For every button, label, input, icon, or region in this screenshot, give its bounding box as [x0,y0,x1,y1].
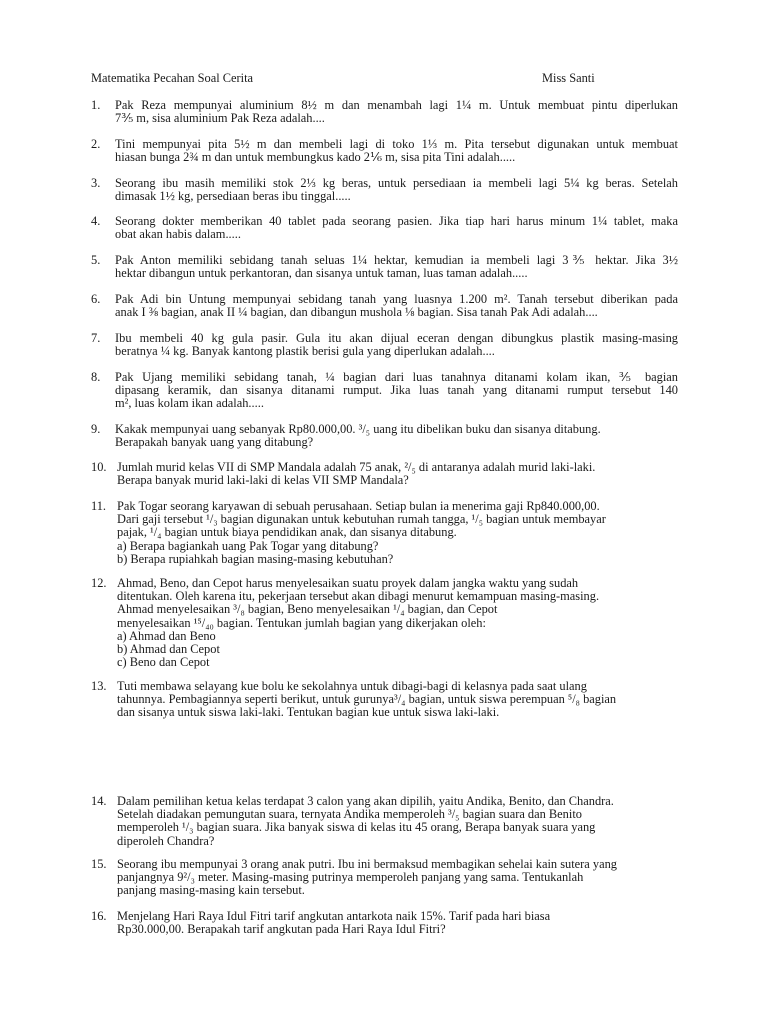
question-line: obat akan habis dalam..... [115,227,241,242]
question-line: dan sisanya untuk siswa laki-laki. Tentukan bagian kue untuk siswa laki-laki. [117,705,500,720]
question-number: 8. [91,370,101,384]
question-number: 2. [91,137,101,151]
question-line: panjang masing-masing kain tersebut. [117,883,305,898]
question-text [115,293,678,319]
question-number: 6. [91,292,101,306]
question-text [115,177,678,203]
question-item [91,577,678,669]
question-text [115,371,678,411]
question-line: pajak, ¹/₄ bagian untuk biaya pendidikan anak, dan sisanya ditabung. [117,525,457,540]
question-line: ditentukan. Oleh karena itu, pekerjaan tersebut akan dibagi menurut kemampuan masing-masing. [117,589,600,604]
question-item [91,254,678,280]
question-text [117,577,678,669]
question-item [91,293,678,319]
question-line: diperoleh Chandra? [117,833,215,848]
question-number: 15. [91,857,107,871]
question-number: 12. [91,576,107,590]
question-line: Kakak mempunyai uang sebanyak Rp80.000,00. ³/₅ uang itu dibelikan buku dan sisanya ditabung. [115,422,601,436]
question-line: Rp30.000,00. Berapakah tarif angkutan pada Hari Raya Idul Fitri? [117,922,446,937]
question-item [91,680,678,720]
question-line: m², luas kolam ikan adalah..... [115,396,264,411]
question-text [115,332,678,358]
question-number: 3. [91,176,101,190]
question-number: 9. [91,422,101,436]
question-item [91,461,678,487]
question-line: tahunnya. Pembagiannya seperti berikut, untuk gurunya³/₄ bagian, untuk siswa perempuan ⁵/₈ bagian [117,692,617,707]
question-line: a) Berapa bagiankah uang Pak Togar yang ditabung? [117,538,379,553]
question-line: hiasan bunga 2¾ m dan untuk membungkus kado 2⅙ m, sisa pita Tini adalah..... [115,150,516,165]
question-text [117,910,678,936]
question-line: Menjelang Hari Raya Idul Fitri tarif angkutan antarkota naik 15%. Tarif pada hari biasa [117,909,551,923]
question-line: Dalam pemilihan ketua kelas terdapat 3 calon yang akan dipilih, yaitu Andika, Benito, dan Chandra. [117,794,614,808]
question-number: 11. [91,499,107,513]
question-line: c) Beno dan Cepot [117,655,210,670]
question-text [117,795,678,848]
question-item [91,795,678,848]
question-line: Tini mempunyai pita 5½ m dan membeli lagi di toko 1⅓ m. Pita tersebut digunakan untuk membuat [115,137,678,151]
question-line: Seorang ibu mempunyai 3 orang anak putri. Ibu ini bermaksud membagikan sehelai kain sutera yang [117,857,617,871]
question-number: 10. [91,460,107,474]
question-text [117,680,678,720]
question-item [91,138,678,164]
question-line: memperoleh ¹/₃ bagian suara. Jika banyak siswa di kelas itu 45 orang, Berapa banyak suara yang [117,820,596,835]
question-text [115,215,678,241]
question-item [91,910,678,936]
question-text [115,423,678,449]
question-line: dipasang keramik, dan sisanya ditanami rumput. Jika luas tanah yang ditanami rumput tersebut 140 [115,383,678,398]
question-number: 14. [91,794,107,808]
question-line: b) Ahmad dan Cepot [117,642,220,657]
question-item [91,332,678,358]
question-number: 1. [91,98,101,112]
worksheet-title: Matematika Pecahan Soal Cerita [91,71,254,85]
question-item [91,371,678,411]
question-line: Seorang ibu masih memiliki stok 2⅓ kg beras, untuk persediaan ia membeli lagi 5¼ kg beras. Setelah [115,176,678,190]
question-line: 7⅗ m, sisa aluminium Pak Reza adalah.... [115,111,325,126]
question-line: Berapa banyak murid laki-laki di kelas VII SMP Mandala? [117,473,409,488]
question-line: Pak Anton memiliki sebidang tanah seluas 1¼ hektar, kemudian ia membeli lagi 3⅗ hektar. Jika 3½ [115,253,678,267]
question-line: beratnya ¼ kg. Banyak kantong plastik berisi gula yang diperlukan adalah.... [115,344,495,359]
question-line: menyelesaikan ¹⁵/₄₀ bagian. Tentukan jumlah bagian yang dikerjakan oleh: [117,615,486,630]
question-line: hektar dibangun untuk perkantoran, dan sisanya untuk taman, luas taman adalah..... [115,266,528,281]
question-line: Ahmad menyelesaikan ³/₈ bagian, Beno menyelesaikan ¹/₄ bagian, dan Cepot [117,602,498,617]
question-line: Ahmad, Beno, dan Cepot harus menyelesaikan suatu proyek dalam jangka waktu yang sudah [117,576,579,590]
question-line: b) Berapa rupiahkah bagian masing-masing kebutuhan? [117,551,394,566]
question-line: Pak Togar seorang karyawan di sebuah perusahaan. Setiap bulan ia menerima gaji Rp840.000,00. [117,499,600,513]
question-item [91,423,678,449]
question-line: Tuti membawa selayang kue bolu ke sekolahnya untuk dibagi-bagi di kelasnya pada saat ulang [117,679,587,693]
question-line: Pak Reza mempunyai aluminium 8½ m dan menambah lagi 1¼ m. Untuk membuat pintu diperlukan [115,98,678,112]
question-number: 16. [91,909,107,923]
question-number: 13. [91,679,107,693]
teacher-name: Miss Santi [542,71,595,85]
question-text [115,138,678,164]
question-item [91,99,678,125]
header [91,72,691,86]
question-line: dimasak 1½ kg, persediaan beras ibu tinggal..... [115,189,351,204]
question-text [117,461,678,487]
question-item [91,177,678,203]
question-line: Pak Adi bin Untung mempunyai sebidang tanah yang luasnya 1.200 m². Tanah tersebut diberikan pada [115,292,678,306]
question-line: Berapakah banyak uang yang ditabung? [115,435,314,450]
question-item [91,215,678,241]
question-line: Dari gaji tersebut ¹/₃ bagian digunakan untuk kebutuhan rumah tangga, ¹/₅ bagian untuk membayar [117,512,606,527]
question-text [115,99,678,125]
question-line: Ibu membeli 40 kg gula pasir. Gula itu akan dijual eceran dengan dibungkus plastik masing-masing [115,331,678,345]
question-line: Setelah diadakan pemungutan suara, ternyata Andika memperoleh ³/₅ bagian suara dan Benito [117,807,582,822]
question-line: Pak Ujang memiliki sebidang tanah, ¼ bagian dari luas tanahnya ditanami kolam ikan, ⅗ bagian [115,370,678,384]
question-line: Seorang dokter memberikan 40 tablet pada seorang pasien. Jika tiap hari harus minum 1¼ tablet, maka [115,214,678,228]
question-item [91,858,678,898]
question-line: a) Ahmad dan Beno [117,628,216,643]
question-line: panjangnya 9²/₃ meter. Masing-masing putrinya memperoleh panjang yang sama. Tentukanlah [117,870,584,885]
question-line: Jumlah murid kelas VII di SMP Mandala adalah 75 anak, ²/₅ di antaranya adalah murid laki-laki. [117,460,596,474]
question-text [115,254,678,280]
question-line: anak I ⅜ bagian, anak II ¼ bagian, dan dibangun mushola ⅛ bagian. Sisa tanah Pak Adi adalah.... [115,305,598,320]
question-text [117,858,678,898]
question-number: 7. [91,331,101,345]
question-number: 5. [91,253,101,267]
question-item [91,500,678,566]
question-number: 4. [91,214,101,228]
question-text [117,500,678,566]
